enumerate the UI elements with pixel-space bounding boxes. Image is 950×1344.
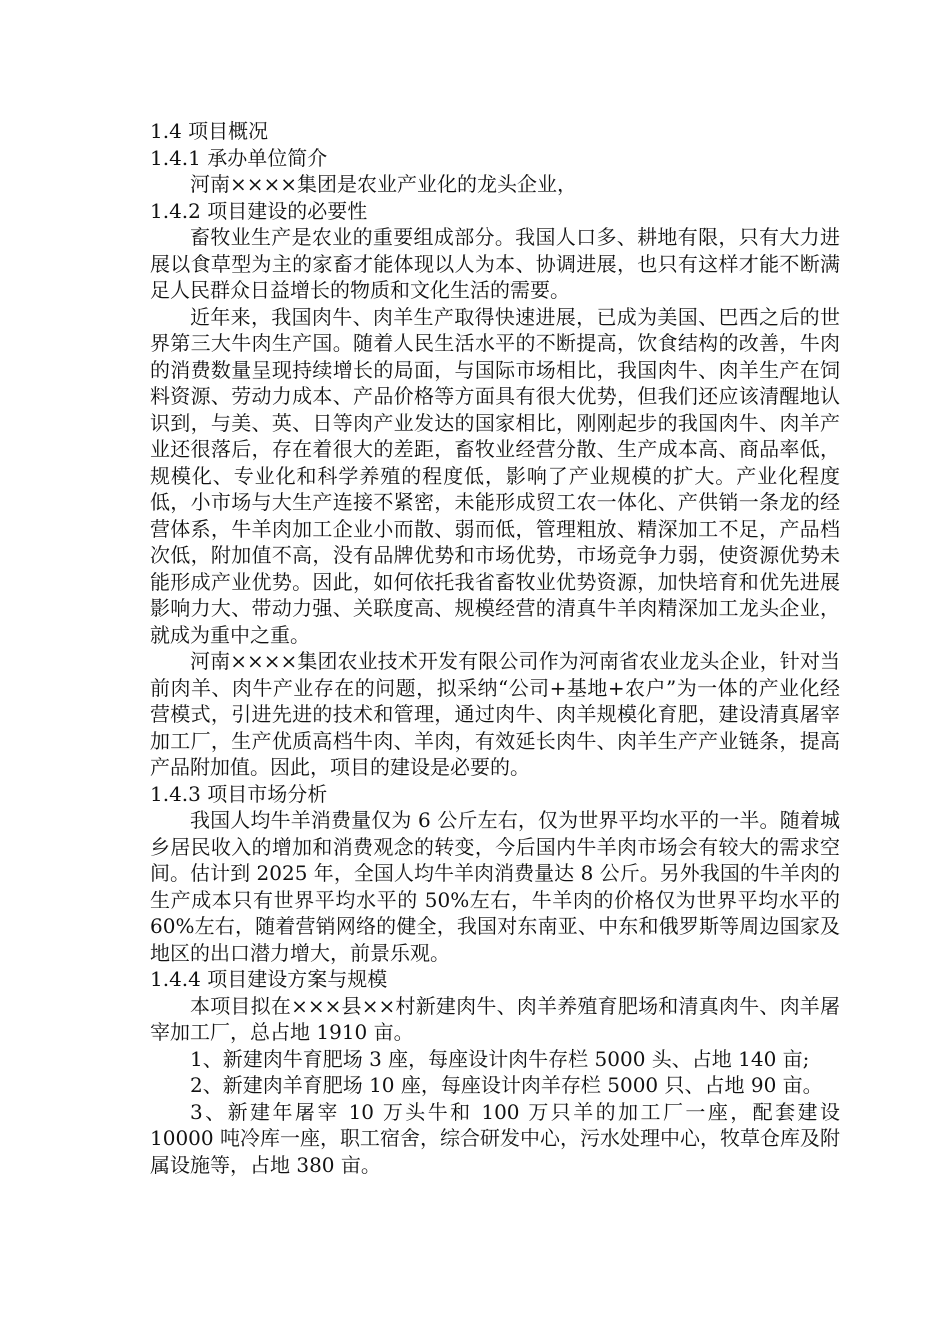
section-heading-1-4-3: 1.4.3 项目市场分析 bbox=[150, 781, 328, 806]
list-item-1: 1、新建肉牛育肥场 3 座，每座设计肉牛存栏 5000 头、占地 140 亩; bbox=[190, 1046, 810, 1071]
section-heading-1-4: 1.4 项目概况 bbox=[150, 119, 269, 143]
section-heading-1-4-2: 1.4.2 项目建设的必要性 bbox=[150, 198, 368, 223]
paragraph-necessity-1: 畜牧业生产是农业的重要组成部分。我国人口多、耕地有限，只有大力进展以食草型为主的家畜才能体现以人为本、协调进展，也只有这样才能不断满足人民群众日益增长的物质和文化生活的需要。 bbox=[150, 225, 840, 302]
document-page bbox=[150, 118, 840, 1178]
paragraph-plan: 本项目拟在×××县××村新建肉牛、肉羊养殖育肥场和清真肉牛、肉羊屠宰加工厂，总占地 1910 亩。 bbox=[150, 993, 840, 1044]
paragraph-company-intro: 河南××××集团是农业产业化的龙头企业， bbox=[190, 172, 578, 196]
paragraph-market-analysis: 我国人均牛羊消费量仅为 6 公斤左右，仅为世界平均水平的一半。随着城乡居民收入的增加和消费观念的转变，今后国内牛羊肉市场会有较大的需求空间。估计到 2025 年，全国人均牛羊肉消费量达 8 公斤。另外我国的牛羊肉的生产成本只有世界平均水平的 50%左右，牛羊肉的价格仅为世界平均水平的 60%左右，随着营销网络的健全，我国对东南亚、中东和俄罗斯等周边国家及地区的出口潜力增大，前景乐观。 bbox=[150, 808, 840, 965]
paragraph-necessity-3: 河南××××集团农业技术开发有限公司作为河南省农业龙头企业，针对当前肉羊、肉牛产业存在的问题，拟采纳“公司+基地+农户”为一体的产业化经营模式，引进先进的技术和管理，通过肉牛、肉羊规模化育肥，建设清真屠宰加工厂，生产优质高档牛肉、羊肉，有效延长肉牛、肉羊生产产业链条，提高产品附加值。因此，项目的建设是必要的。 bbox=[150, 649, 840, 779]
section-heading-1-4-1: 1.4.1 承办单位简介 bbox=[150, 145, 328, 170]
paragraph-necessity-2: 近年来，我国肉牛、肉羊生产取得快速进展，已成为美国、巴西之后的世界第三大牛肉生产国。随着人民生活水平的不断提高，饮食结构的改善，牛肉的消费数量呈现持续增长的局面，与国际市场相比，我国肉牛、肉羊生产在饲料资源、劳动力成本、产品价格等方面具有很大优势，但我们还应该清醒地认识到，与美、英、日等肉产业发达的国家相比，刚刚起步的我国肉牛、肉羊产业还很落后，存在着很大的差距，畜牧业经营分散、生产成本高、商品率低，规模化、专业化和科学养殖的程度低，影响了产业规模的扩大。产业化程度低，小市场与大生产连接不紧密，未能形成贸工农一体化、产供销一条龙的经营体系，牛羊肉加工企业小而散、弱而低，管理粗放、精深加工不足，产品档次低，附加值不高，没有品牌优势和市场优势，市场竞争力弱，使资源优势未能形成产业优势。因此，如何依托我省畜牧业优势资源，加快培育和优先进展影响力大、带动力强、关联度高、规模经营的清真牛羊肉精深加工龙头企业，就成为重中之重。 bbox=[150, 304, 840, 647]
list-item-2: 2、新建肉羊育肥场 10 座，每座设计肉羊存栏 5000 只、占地 90 亩。 bbox=[190, 1073, 823, 1097]
section-heading-1-4-4: 1.4.4 项目建设方案与规模 bbox=[150, 967, 388, 991]
list-item-3: 3、新建年屠宰 10 万头牛和 100 万只羊的加工厂一座，配套建设 10000 吨冷库一座，职工宿舍，综合研发中心，污水处理中心，牧草仓库及附属设施等，占地 380 亩。 bbox=[150, 1099, 840, 1177]
